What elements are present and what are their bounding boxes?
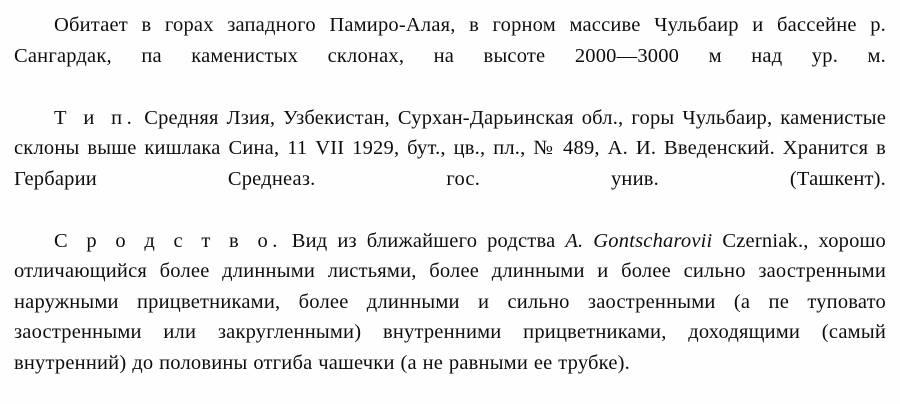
paragraph-affinity [14,226,886,379]
affinity-label: С р о д с т в о. [54,229,282,252]
paragraph-text: Средняя Лзия, Узбекистан, Сурхан-Дарьинская обл., горы Чульбаир, каменистые склоны выше кишлака Сина, 11 VII 1929, бут., цв., пл., № 489, А. И. Введенский. Хранится в Гербарии Среднеаз. гос. унив. (Ташкент). [14,106,886,190]
paragraph-type-specimen [14,103,886,225]
type-label: Т и п. [54,106,137,129]
species-name: A. Gontscharovii [565,229,713,252]
affinity-text-before: Вид из ближайшего родства [281,229,566,252]
paragraph-text: Обитает в горах западного Памиро-Алая, в горном массиве Чульбаир и бассейне р. Сангардак, па каменистых склонах, на высоте 2000—3000 м над ур. м. [14,14,886,67]
paragraph-habitat [14,10,886,102]
affinity-text-after: Czerniak., хорошо отличающийся более длинными листьями, более длинными и более сильно заостренными наружными прицветниками, более длинными и сильно заостренными (а пе туповато заостренными или закругленными) внутренними прицветниками, доходящими (самый внутренний) до половины отгиба чашечки (а не равными ее трубке). [14,229,886,374]
